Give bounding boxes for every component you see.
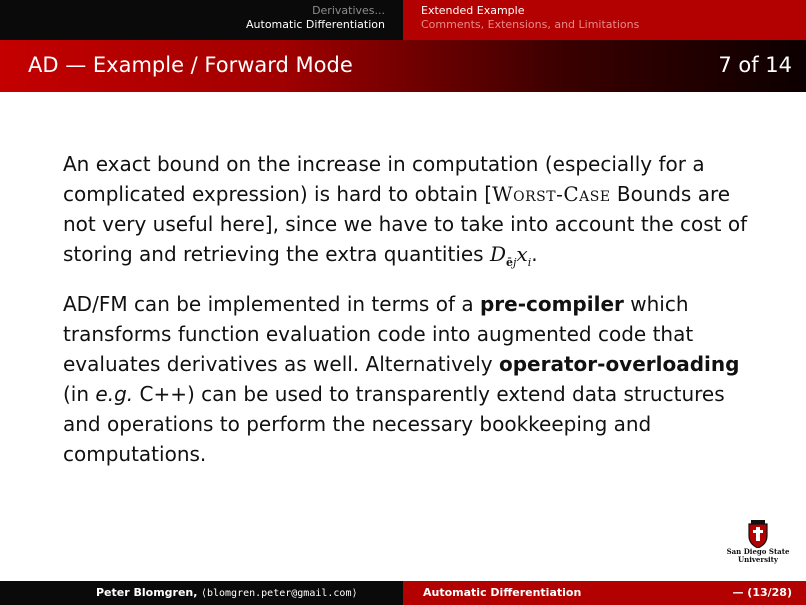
nav-subsection-comments[interactable]: Comments, Extensions, and Limitations bbox=[421, 18, 640, 31]
nav-section-derivatives[interactable]: Derivatives... bbox=[312, 4, 385, 17]
paragraph-implementation: AD/FM can be implemented in terms of a pre-compiler which transforms function evaluation code into augmented code that evaluates derivatives as well. Alternatively operator-overloading (in e.g. C++) can be used to transparently extend data structures and operations to perform the necessary bookkeeping and computations. bbox=[63, 292, 740, 466]
nav-section-automatic-differentiation[interactable]: Automatic Differentiation bbox=[246, 18, 385, 31]
nav-section-right[interactable] bbox=[403, 0, 806, 40]
footer-presentation-info bbox=[403, 581, 806, 605]
logo-text-line1: San Diego State bbox=[726, 547, 790, 556]
term-pre-compiler: pre-compiler bbox=[479, 292, 624, 316]
footer-author-info bbox=[0, 581, 403, 605]
paragraph-computation-bound: An exact bound on the increase in computation (especially for a complicated expression) is hard to obtain [Worst-Case Bounds are not very useful here], since we have to take into account the cost of storing and retrieving the extra quantities $D_{ēj}x_i$. bbox=[63, 152, 748, 269]
term-operator-overloading: operator-overloading bbox=[499, 352, 740, 376]
math-expression: $D_{ēj}x_i$ bbox=[489, 242, 532, 269]
university-shield-icon bbox=[747, 520, 769, 548]
footer-email: ⟨blomgren.peter@gmail.com⟩ bbox=[200, 588, 358, 599]
logo-text-line2: University bbox=[738, 555, 778, 564]
slide-title: AD — Example / Forward Mode bbox=[28, 53, 353, 77]
footer-author: Peter Blomgren, bbox=[96, 586, 198, 599]
university-logo bbox=[718, 520, 798, 568]
slide-body bbox=[63, 149, 763, 480]
nav-section-left[interactable] bbox=[0, 0, 403, 40]
worst-case-term: Worst-Case bbox=[492, 182, 611, 206]
slide-page-counter: 7 of 14 bbox=[718, 53, 792, 77]
slide-title-bar bbox=[0, 40, 806, 92]
footer-bar bbox=[0, 581, 806, 605]
footer-page-number: — (13/28) bbox=[732, 586, 792, 599]
footer-title: Automatic Differentiation bbox=[423, 586, 582, 599]
top-navigation-bar bbox=[0, 0, 806, 40]
nav-subsection-extended-example[interactable]: Extended Example bbox=[421, 4, 525, 17]
